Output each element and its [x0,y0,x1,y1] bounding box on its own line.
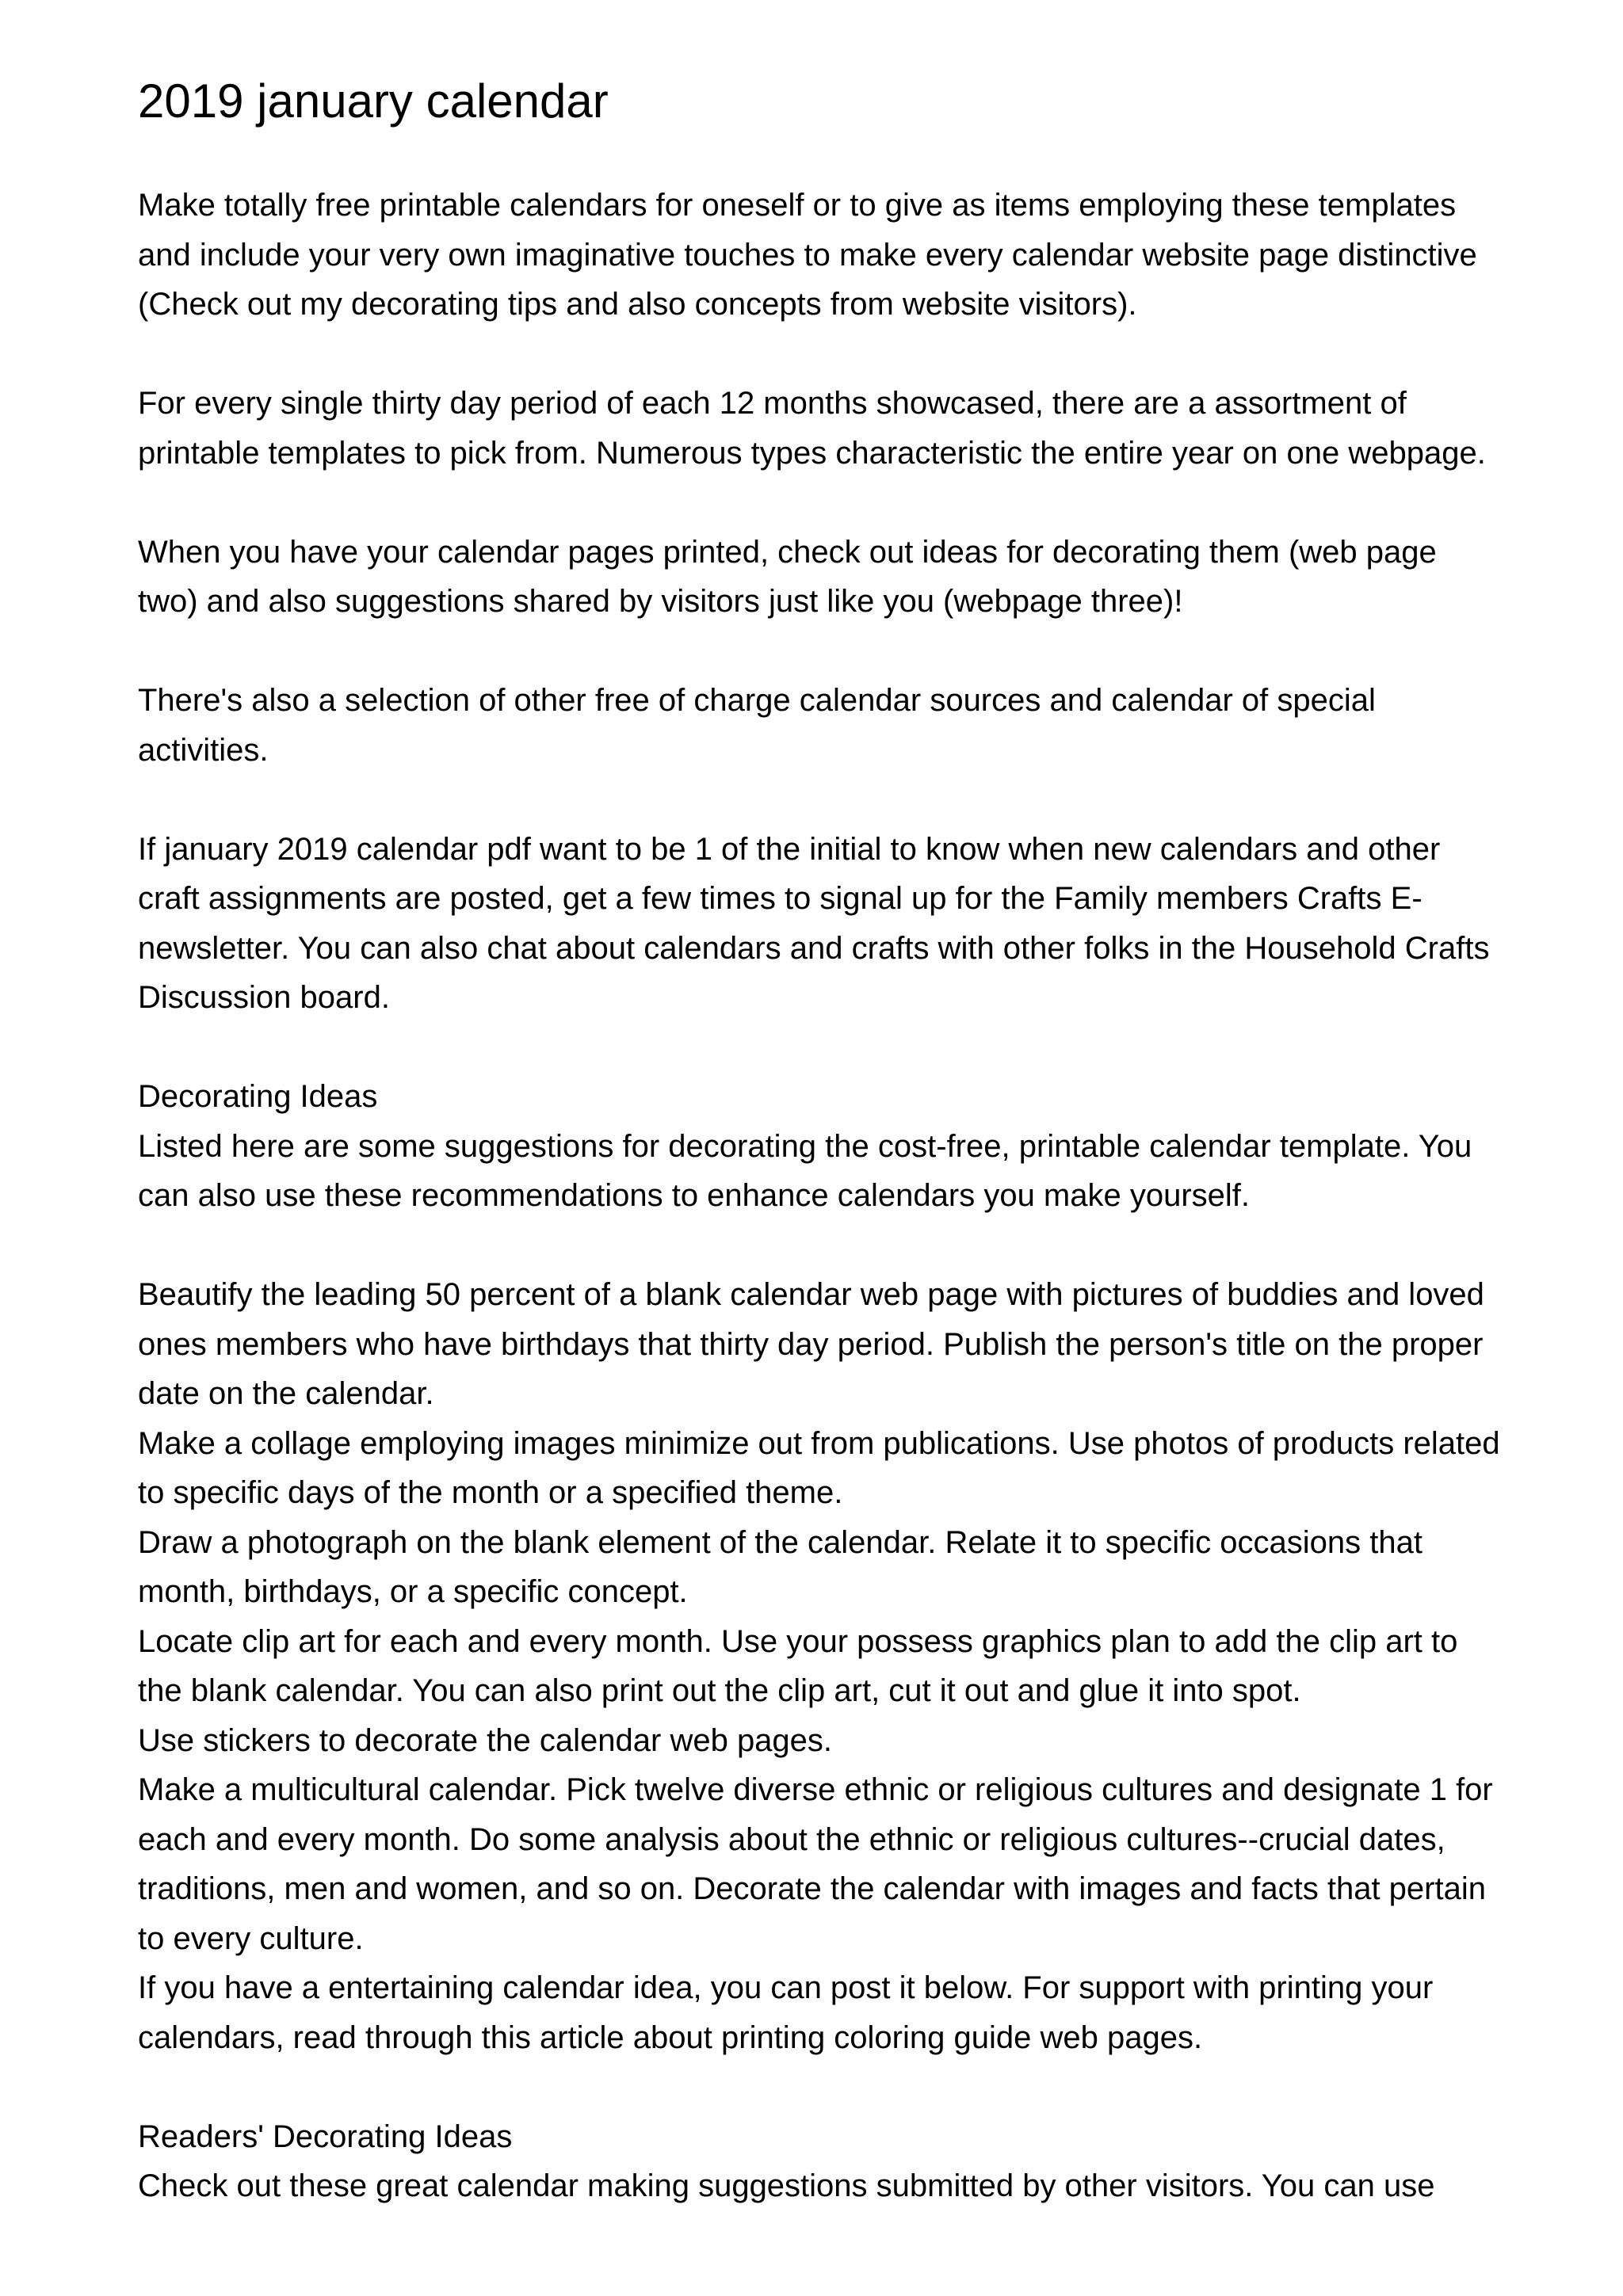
paragraph-other-sources: There's also a selection of other free of charge calendar sources and calendar of special activities. [138,683,1376,768]
list-item: If you have a entertaining calendar idea, you can post it below. For support with printing your calendars, read through this article about printing coloring guide web pages. [138,1970,1434,2055]
list-item: Beautify the leading 50 percent of a blank calendar web page with pictures of buddies and loved ones members who have birthdays that thirty day period. Publish the person's title on the proper date on the calendar. [138,1277,1484,1411]
decorating-ideas-intro: Listed here are some suggestions for decorating the cost-free, printable calendar template. You can also use these recommendations to enhance calendars you make yourself. [138,1128,1472,1213]
paragraph-templates: For every single thirty day period of each 12 months showcased, there are a assortment of printable templates to pick from. Numerous types characteristic the entire year on one webpage. [138,386,1486,471]
readers-ideas-intro: Check out these great calendar making suggestions submitted by other visitors. You can use [138,2168,1435,2203]
readers-ideas-heading: Readers' Decorating Ideas [138,2119,513,2154]
list-item: Make a multicultural calendar. Pick twelve diverse ethnic or religious cultures and designate 1 for each and every month. Do some analysis about the ethnic or religious cultures--crucial dates, traditions, men and women, and so on. Decorate the calendar with images and facts that pertain to every culture. [138,1772,1493,1956]
list-item: Locate clip art for each and every month. Use your possess graphics plan to add the clip art to the blank calendar. You can also print out the clip art, cut it out and glue it into spot. [138,1623,1458,1708]
page-title: 2019 january calendar [138,74,609,128]
decorating-ideas-section [138,1072,1501,1221]
paragraph-newsletter: If january 2019 calendar pdf want to be 1 of the initial to know when new calendars and other craft assignments are posted, get a few times to signal up for the Family members Crafts E-newsletter. You can also chat about calendars and crafts with other folks in the Household Crafts Discussion board. [138,831,1490,1015]
decorating-ideas-list [138,1270,1501,2062]
document-body [138,181,1501,2211]
readers-ideas-section [138,2112,1501,2211]
list-item: Use stickers to decorate the calendar web pages. [138,1722,833,1758]
list-item: Draw a photograph on the blank element of the calendar. Relate it to specific occasions that month, birthdays, or a specific concept. [138,1524,1423,1609]
list-item: Make a collage employing images minimize out from publications. Use photos of products related to specific days of the month or a specified theme. [138,1425,1500,1510]
paragraph-printed-pages: When you have your calendar pages printed, check out ideas for decorating them (web page two) and also suggestions shared by visitors just like you (webpage three)! [138,534,1437,619]
decorating-ideas-heading: Decorating Ideas [138,1079,378,1114]
paragraph-intro: Make totally free printable calendars for oneself or to give as items employing these templates and include your very own imaginative touches to make every calendar website page distinctive (Check out my decorating tips and also concepts from website visitors). [138,188,1477,322]
